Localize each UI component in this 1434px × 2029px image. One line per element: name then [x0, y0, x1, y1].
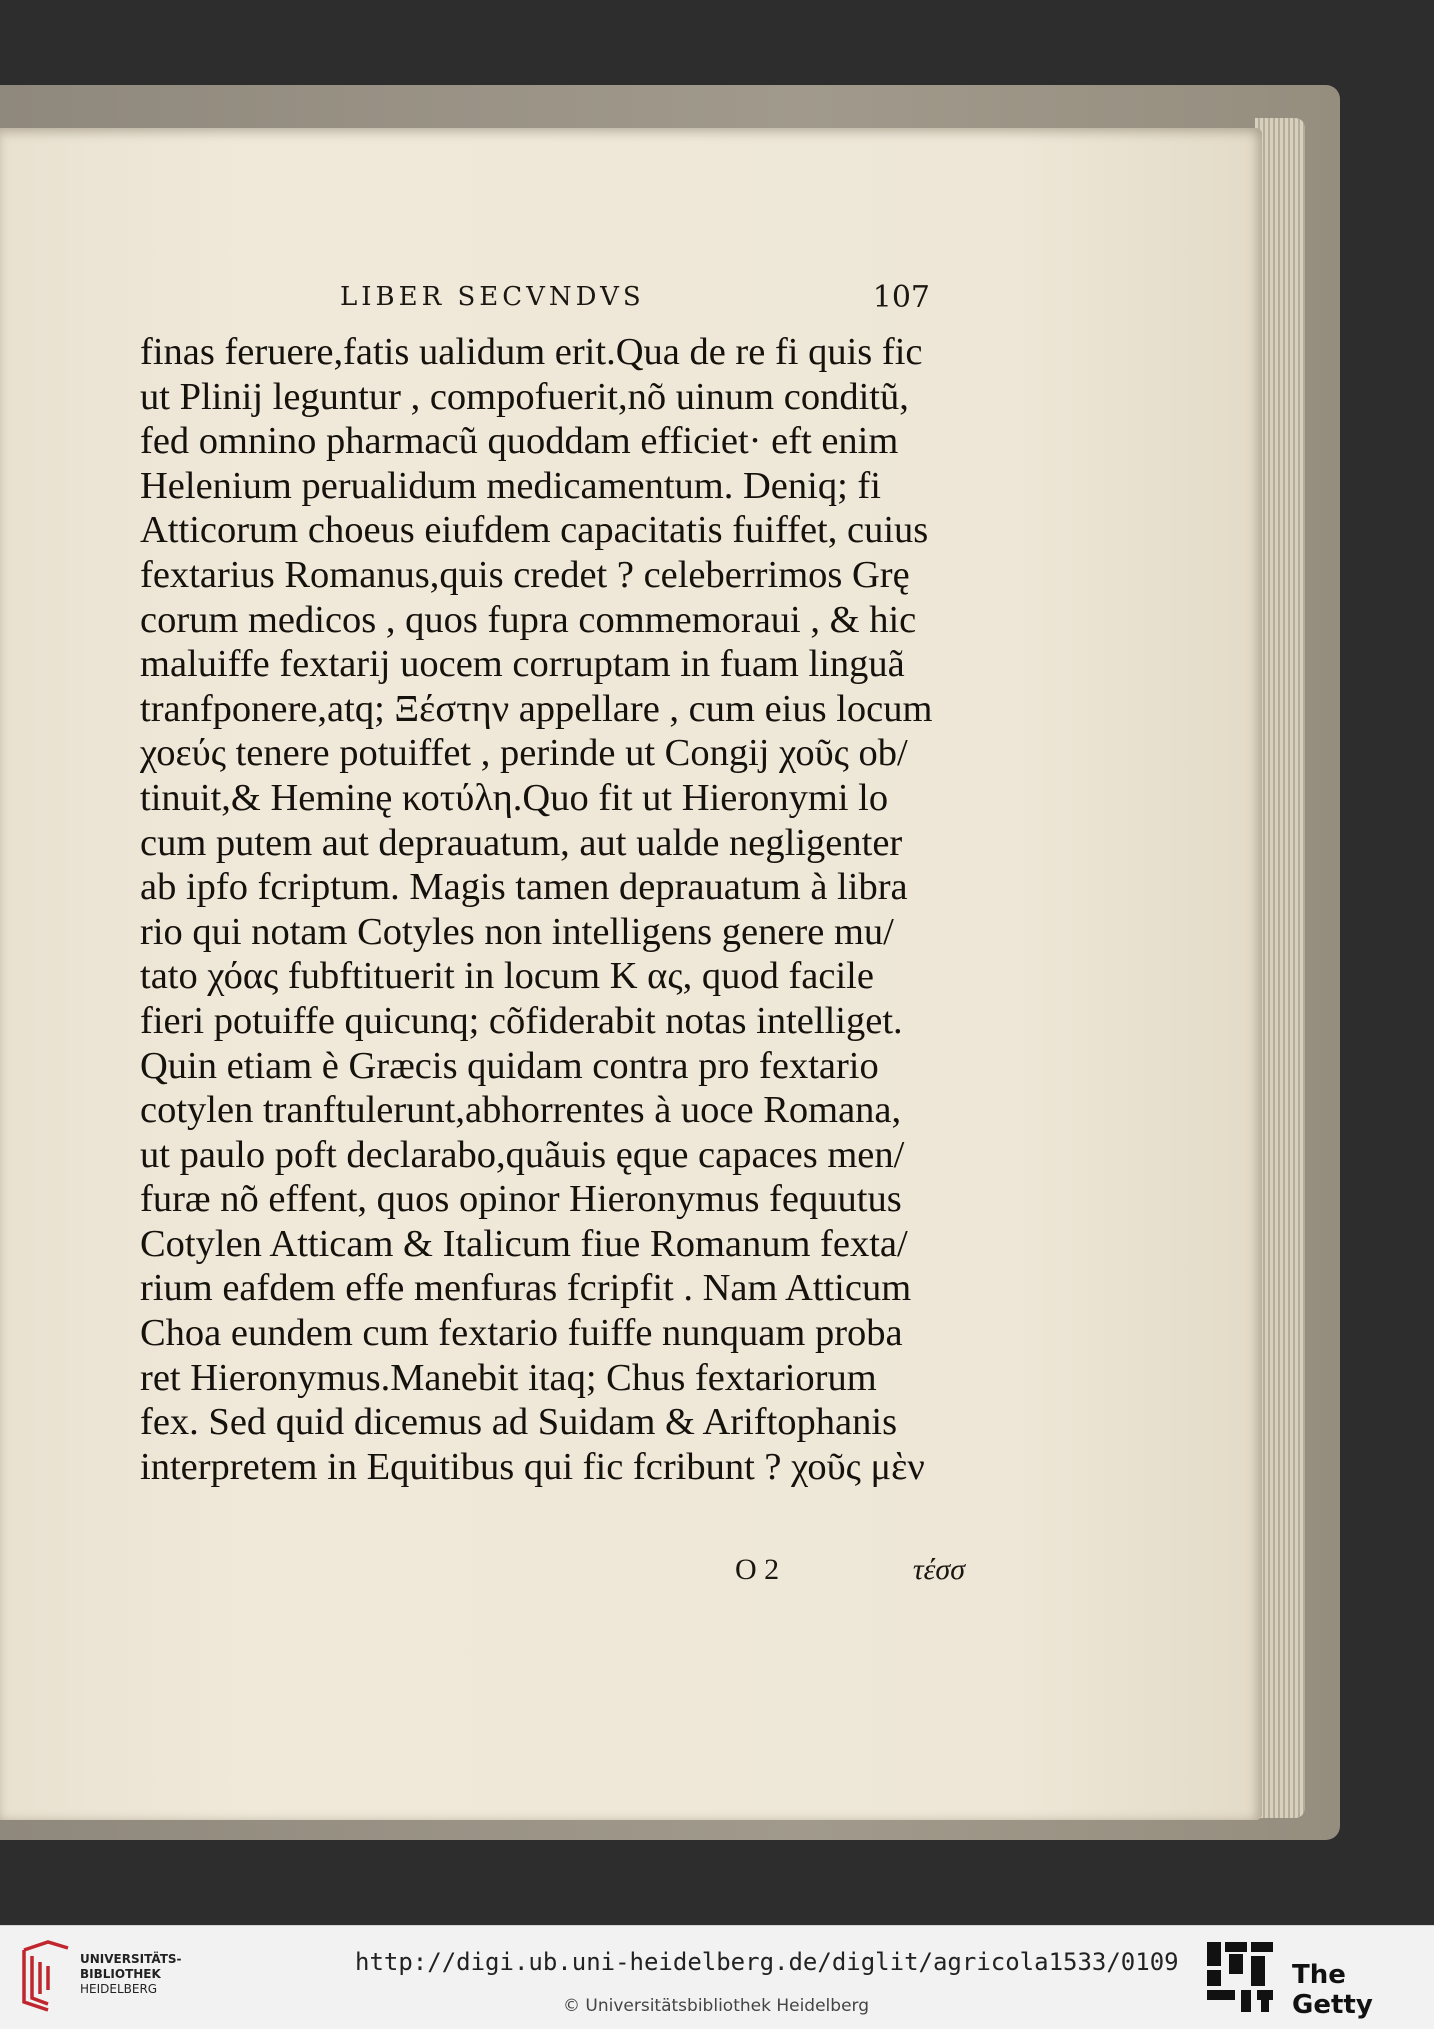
partner-name: The Getty — [1292, 1960, 1373, 2020]
text-line: fextarius Romanus,quis credet ? celeberrimos Grę — [140, 553, 910, 596]
text-line: tato χόας fubftituerit in locum K ας, quod facile — [140, 955, 874, 998]
footer-bar — [0, 1925, 1434, 2029]
text-line: furæ nõ effent, quos opinor Hieronymus fequutus — [140, 1178, 902, 1221]
text-line: tranfponere,atq; Ξέστην appellare , cum eius locum — [140, 687, 933, 730]
library-name-line3: HEIDELBERG — [80, 1982, 158, 1996]
text-line: ut paulo poft declarabo,quãuis ęque capaces men/ — [140, 1133, 905, 1176]
text-line: rium eafdem effe menfuras fcripfit . Nam Atticum — [140, 1267, 912, 1310]
text-line: ut Plinij leguntur , compofuerit,nõ uinum conditũ, — [140, 375, 909, 418]
library-name-line2: BIBLIOTHEK — [80, 1967, 161, 1981]
folio-number: 107 — [872, 280, 930, 315]
signature-mark: O 2 — [735, 1553, 780, 1586]
text-line: Cotylen Atticam & Italicum fiue Romanum fexta/ — [140, 1222, 908, 1265]
text-line: cum putem aut deprauatum, aut ualde negligenter — [140, 821, 903, 864]
text-line: fex. Sed quid dicemus ad Suidam & Ariftophanis — [140, 1401, 898, 1444]
page-foot — [735, 1553, 965, 1587]
running-head — [270, 280, 930, 320]
text-line: Choa eundem cum fextario fuiffe nunquam proba — [140, 1312, 903, 1355]
text-line: Helenium perualidum medicamentum. Deniq; fi — [140, 464, 881, 507]
library-logo-icon — [18, 1938, 74, 2014]
text-line: interpretem in Equitibus qui fic fcribunt ? χοῦς μὲν — [140, 1445, 925, 1488]
text-line: ab ipfo fcriptum. Magis tamen deprauatum à libra — [140, 866, 908, 909]
permalink-url[interactable]: http://digi.ub.uni-heidelberg.de/diglit/agricola1533/0109 — [355, 1948, 1179, 1976]
running-head-title: LIBER SECVNDVS — [340, 282, 645, 312]
text-line: Atticorum choeus eiufdem capacitatis fuiffet, cuius — [140, 509, 929, 552]
text-line: cotylen tranftulerunt,abhorrentes à uoce Romana, — [140, 1089, 902, 1132]
text-line: ret Hieronymus.Manebit itaq; Chus fextariorum — [140, 1356, 877, 1399]
page-edges — [1255, 118, 1305, 1818]
catchword: τέσσ — [912, 1553, 965, 1586]
text-line: finas feruere,fatis ualidum erit.Qua de re fi quis fic — [140, 331, 923, 373]
text-line: corum medicos , quos fupra commemoraui , & hic — [140, 598, 917, 641]
library-name-line1: UNIVERSITÄTS- — [80, 1952, 182, 1966]
body-text — [140, 330, 960, 1489]
text-line: tinuit,& Heminę κοτύλη.Quo fit ut Hieronymi lo — [140, 776, 889, 819]
text-line: maluiffe fextarij uocem corruptam in fuam linguã — [140, 643, 905, 686]
library-logo[interactable] — [18, 1938, 218, 2018]
text-line: χοεύς tenere potuiffet , perinde ut Congij χοῦς ob/ — [140, 732, 908, 775]
text-line: Quin etiam è Græcis quidam contra pro fextario — [140, 1044, 879, 1087]
text-line: fed omnino pharmacũ quoddam efficiet· eft enim — [140, 420, 899, 463]
getty-logo-icon[interactable] — [1205, 1940, 1275, 2016]
text-line: rio qui notam Cotyles non intelligens genere mu/ — [140, 910, 894, 953]
copyright-text: © Universitätsbibliothek Heidelberg — [563, 1996, 870, 2016]
text-line: fieri potuiffe quicunq; cõfiderabit notas intelliget. — [140, 999, 903, 1042]
library-name — [80, 1952, 182, 1997]
